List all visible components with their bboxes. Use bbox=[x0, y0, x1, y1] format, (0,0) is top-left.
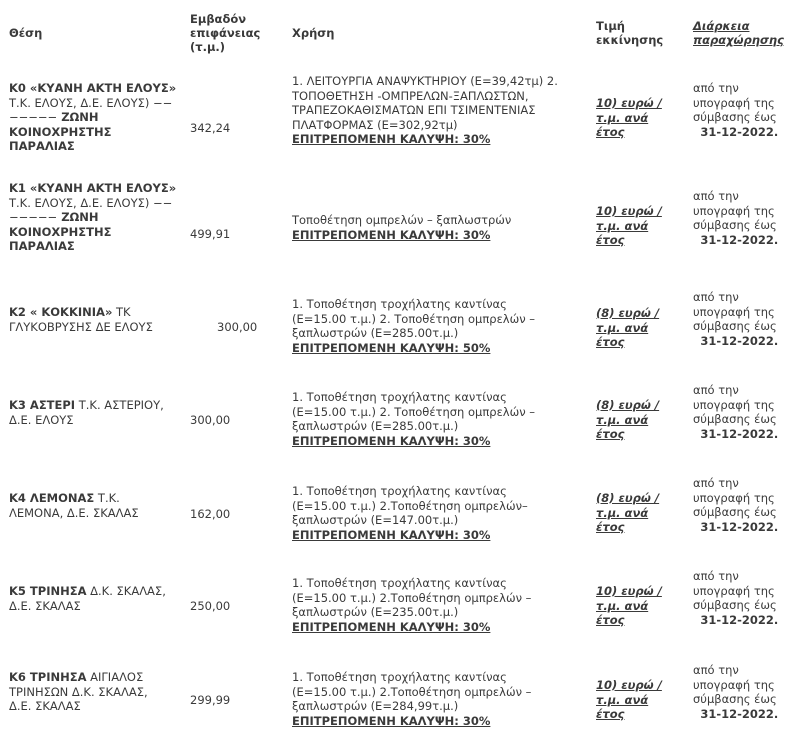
duration-cell bbox=[693, 476, 781, 534]
price-cell bbox=[596, 96, 666, 140]
header-area: Εμβαδόν επιφάνειας (τ.μ.) bbox=[190, 12, 261, 54]
duration-cell bbox=[693, 189, 781, 247]
duration-text: από την υπογραφή της σύμβασης έως bbox=[693, 383, 777, 427]
price-cell bbox=[596, 678, 666, 722]
use-cell bbox=[292, 213, 570, 242]
price-cell bbox=[596, 306, 666, 350]
duration-cell bbox=[693, 383, 781, 441]
use-text: 1. Τοποθέτηση τροχήλατης καντίνας (Ε=15.00 τ.μ.) 2.Τοποθέτηση ομπρελών – ξαπλωστρών (Ε=235.00τ.μ.) bbox=[292, 576, 532, 620]
price-value: (8) ευρώ / τ.μ. ανά έτος bbox=[596, 398, 660, 442]
area-value: 499,91 bbox=[190, 227, 231, 241]
duration-cell bbox=[693, 569, 781, 627]
use-text: 1. ΛΕΙΤΟΥΡΓΙΑ ΑΝΑΨΥΚΤΗΡΙΟΥ (Ε=39,42τμ) 2. ΤΟΠΟΘΕΤΗΣΗ -ΟΜΠΡΕΛΩΝ-ΞΑΠΛΩΣΤΩΝ, ΤΡΑΠΕΖΟΚΑΘΙΣΜΑΤΩΝ ΕΠΙ ΤΣΙΜΕΝΤΕΝΙΑΣ ΠΛΑΤΦΟΡΜΑΣ (Ε=302,92τμ) bbox=[292, 74, 558, 132]
position-cell bbox=[9, 81, 179, 154]
use-cell bbox=[292, 576, 560, 634]
price-value: (8) ευρώ / τ.μ. ανά έτος bbox=[596, 491, 660, 535]
location-desc: ΤΚ ΓΛΥΚΟΒΡΥΣΗΣ ΔΕ ΕΛΟΥΣ bbox=[9, 305, 153, 334]
use-cell bbox=[292, 74, 570, 147]
position-cell bbox=[9, 670, 169, 714]
price-value: 10) ευρώ / τ.μ. ανά έτος bbox=[596, 678, 662, 722]
use-text: 1. Τοποθέτηση τροχήλατης καντίνας (Ε=15.00 τ.μ.) 2. Τοποθέτηση ομπρελών – ξαπλωστρών (Ε=285.00τ.μ.) bbox=[292, 390, 536, 434]
area-value: 342,24 bbox=[190, 121, 231, 135]
price-cell bbox=[596, 491, 666, 535]
position-cell bbox=[9, 305, 169, 334]
location-code: Κ3 ΑΣΤΕΡΙ bbox=[9, 398, 76, 412]
use-cell bbox=[292, 670, 560, 728]
duration-text: από την υπογραφή της σύμβασης έως bbox=[693, 569, 777, 613]
header-position: Θέση bbox=[9, 26, 43, 40]
coverage-label: ΕΠΙΤΡΕΠΟΜΕΝΗ ΚΑΛΥΨΗ: 30% bbox=[292, 433, 491, 448]
location-desc: Δ.Κ. ΣΚΑΛΑΣ, Δ.Ε. ΣΚΑΛΑΣ bbox=[9, 584, 166, 613]
use-cell bbox=[292, 297, 560, 355]
header-price: Τιμή εκκίνησης bbox=[596, 19, 664, 47]
location-code: Κ0 «ΚΥΑΝΗ ΑΚΤΗ ΕΛΟΥΣ» bbox=[9, 81, 177, 95]
duration-text: από την υπογραφή της σύμβασης έως bbox=[693, 290, 777, 334]
coverage-label: ΕΠΙΤΡΕΠΟΜΕΝΗ ΚΑΛΥΨΗ: 30% bbox=[292, 227, 491, 242]
price-cell bbox=[596, 204, 666, 248]
use-text: 1. Τοποθέτηση τροχήλατης καντίνας (Ε=15.00 τ.μ.) 2.Τοποθέτηση ομπρελών– ξαπλωστρών (Ε=147.00τ.μ.) bbox=[292, 484, 528, 528]
duration-text: από την υπογραφή της σύμβασης έως bbox=[693, 81, 777, 125]
location-code: Κ5 ΤΡΙΝΗΣΑ bbox=[9, 584, 87, 598]
duration-date: 31-12-2022. bbox=[700, 232, 779, 247]
duration-date: 31-12-2022. bbox=[700, 426, 779, 441]
zone-label: ΖΩΝΗ ΚΟΙΝΟΧΡΗΣΤΗΣ ΠΑΡΑΛΙΑΣ bbox=[9, 110, 112, 154]
duration-date: 31-12-2022. bbox=[700, 612, 779, 627]
coverage-label: ΕΠΙΤΡΕΠΟΜΕΝΗ ΚΑΛΥΨΗ: 30% bbox=[292, 619, 491, 634]
zone-label: ΖΩΝΗ ΚΟΙΝΟΧΡΗΣΤΗΣ ΠΑΡΑΛΙΑΣ bbox=[9, 210, 112, 254]
duration-text: από την υπογραφή της σύμβασης έως bbox=[693, 476, 777, 520]
area-value: 299,99 bbox=[190, 693, 231, 707]
location-code: Κ2 « ΚΟΚΚΙΝΙΑ» bbox=[9, 305, 113, 319]
area-value: 300,00 bbox=[190, 413, 231, 427]
header-duration: Διάρκεια παραχώρησης bbox=[693, 19, 784, 47]
position-cell bbox=[9, 181, 179, 254]
location-code: Κ6 ΤΡΙΝΗΣΑ bbox=[9, 670, 87, 684]
duration-cell bbox=[693, 663, 781, 721]
price-cell bbox=[596, 398, 666, 442]
price-value: 10) ευρώ / τ.μ. ανά έτος bbox=[596, 96, 662, 140]
use-text: Τοποθέτηση ομπρελών – ξαπλωστρών bbox=[292, 213, 512, 227]
duration-text: από την υπογραφή της σύμβασης έως bbox=[693, 663, 777, 707]
coverage-label: ΕΠΙΤΡΕΠΟΜΕΝΗ ΚΑΛΥΨΗ: 50% bbox=[292, 340, 491, 355]
coverage-label: ΕΠΙΤΡΕΠΟΜΕΝΗ ΚΑΛΥΨΗ: 30% bbox=[292, 713, 491, 728]
duration-date: 31-12-2022. bbox=[700, 333, 779, 348]
use-text: 1. Τοποθέτηση τροχήλατης καντίνας (Ε=15.00 τ.μ.) 2. Τοποθέτηση ομπρελών – ξαπλωστρών (Ε=285.00τ.μ.) bbox=[292, 297, 536, 341]
position-cell bbox=[9, 491, 169, 520]
area-value: 300,00 bbox=[217, 320, 258, 334]
area-value: 250,00 bbox=[190, 599, 231, 613]
location-desc: Τ.Κ. ΕΛΟΥΣ, Δ.Ε. ΕΛΟΥΣ) −−−−−−− bbox=[9, 95, 173, 125]
price-value: 10) ευρώ / τ.μ. ανά έτος bbox=[596, 204, 662, 248]
location-desc: Τ.Κ. ΛΕΜΟΝΑ, Δ.Ε. ΣΚΑΛΑΣ bbox=[9, 491, 139, 520]
location-desc: ΑΙΓΙΑΛΟΣ ΤΡΙΝΗΣΩΝ Δ.Κ. ΣΚΑΛΑΣ, Δ.Ε. ΣΚΑΛΑΣ bbox=[9, 670, 148, 714]
area-value: 162,00 bbox=[190, 507, 231, 521]
use-cell bbox=[292, 390, 560, 448]
duration-date: 31-12-2022. bbox=[700, 519, 779, 534]
duration-date: 31-12-2022. bbox=[700, 706, 779, 721]
price-value: (8) ευρώ / τ.μ. ανά έτος bbox=[596, 306, 660, 350]
position-cell bbox=[9, 584, 169, 613]
price-value: 10) ευρώ / τ.μ. ανά έτος bbox=[596, 584, 662, 628]
use-text: 1. Τοποθέτηση τροχήλατης καντίνας (Ε=15.00 τ.μ.) 2.Τοποθέτηση ομπρελών – ξαπλωστρών (Ε=284,99τ.μ.) bbox=[292, 670, 532, 714]
location-desc: Τ.Κ. ΕΛΟΥΣ, Δ.Ε. ΕΛΟΥΣ) −−−−−−− bbox=[9, 195, 173, 225]
price-cell bbox=[596, 584, 666, 628]
duration-date: 31-12-2022. bbox=[700, 124, 779, 139]
header-use: Χρήση bbox=[292, 26, 335, 40]
duration-cell bbox=[693, 81, 781, 139]
duration-cell bbox=[693, 290, 781, 348]
duration-text: από την υπογραφή της σύμβασης έως bbox=[693, 189, 777, 233]
coverage-label: ΕΠΙΤΡΕΠΟΜΕΝΗ ΚΑΛΥΨΗ: 30% bbox=[292, 132, 491, 147]
location-code: Κ1 «ΚΥΑΝΗ ΑΚΤΗ ΕΛΟΥΣ» bbox=[9, 181, 177, 195]
location-code: Κ4 ΛΕΜΟΝΑΣ bbox=[9, 491, 95, 505]
location-desc: Τ.Κ. ΑΣΤΕΡΙΟΥ, Δ.Ε. ΕΛΟΥΣ bbox=[9, 398, 164, 427]
coverage-label: ΕΠΙΤΡΕΠΟΜΕΝΗ ΚΑΛΥΨΗ: 30% bbox=[292, 527, 491, 542]
use-cell bbox=[292, 484, 560, 542]
position-cell bbox=[9, 398, 169, 427]
